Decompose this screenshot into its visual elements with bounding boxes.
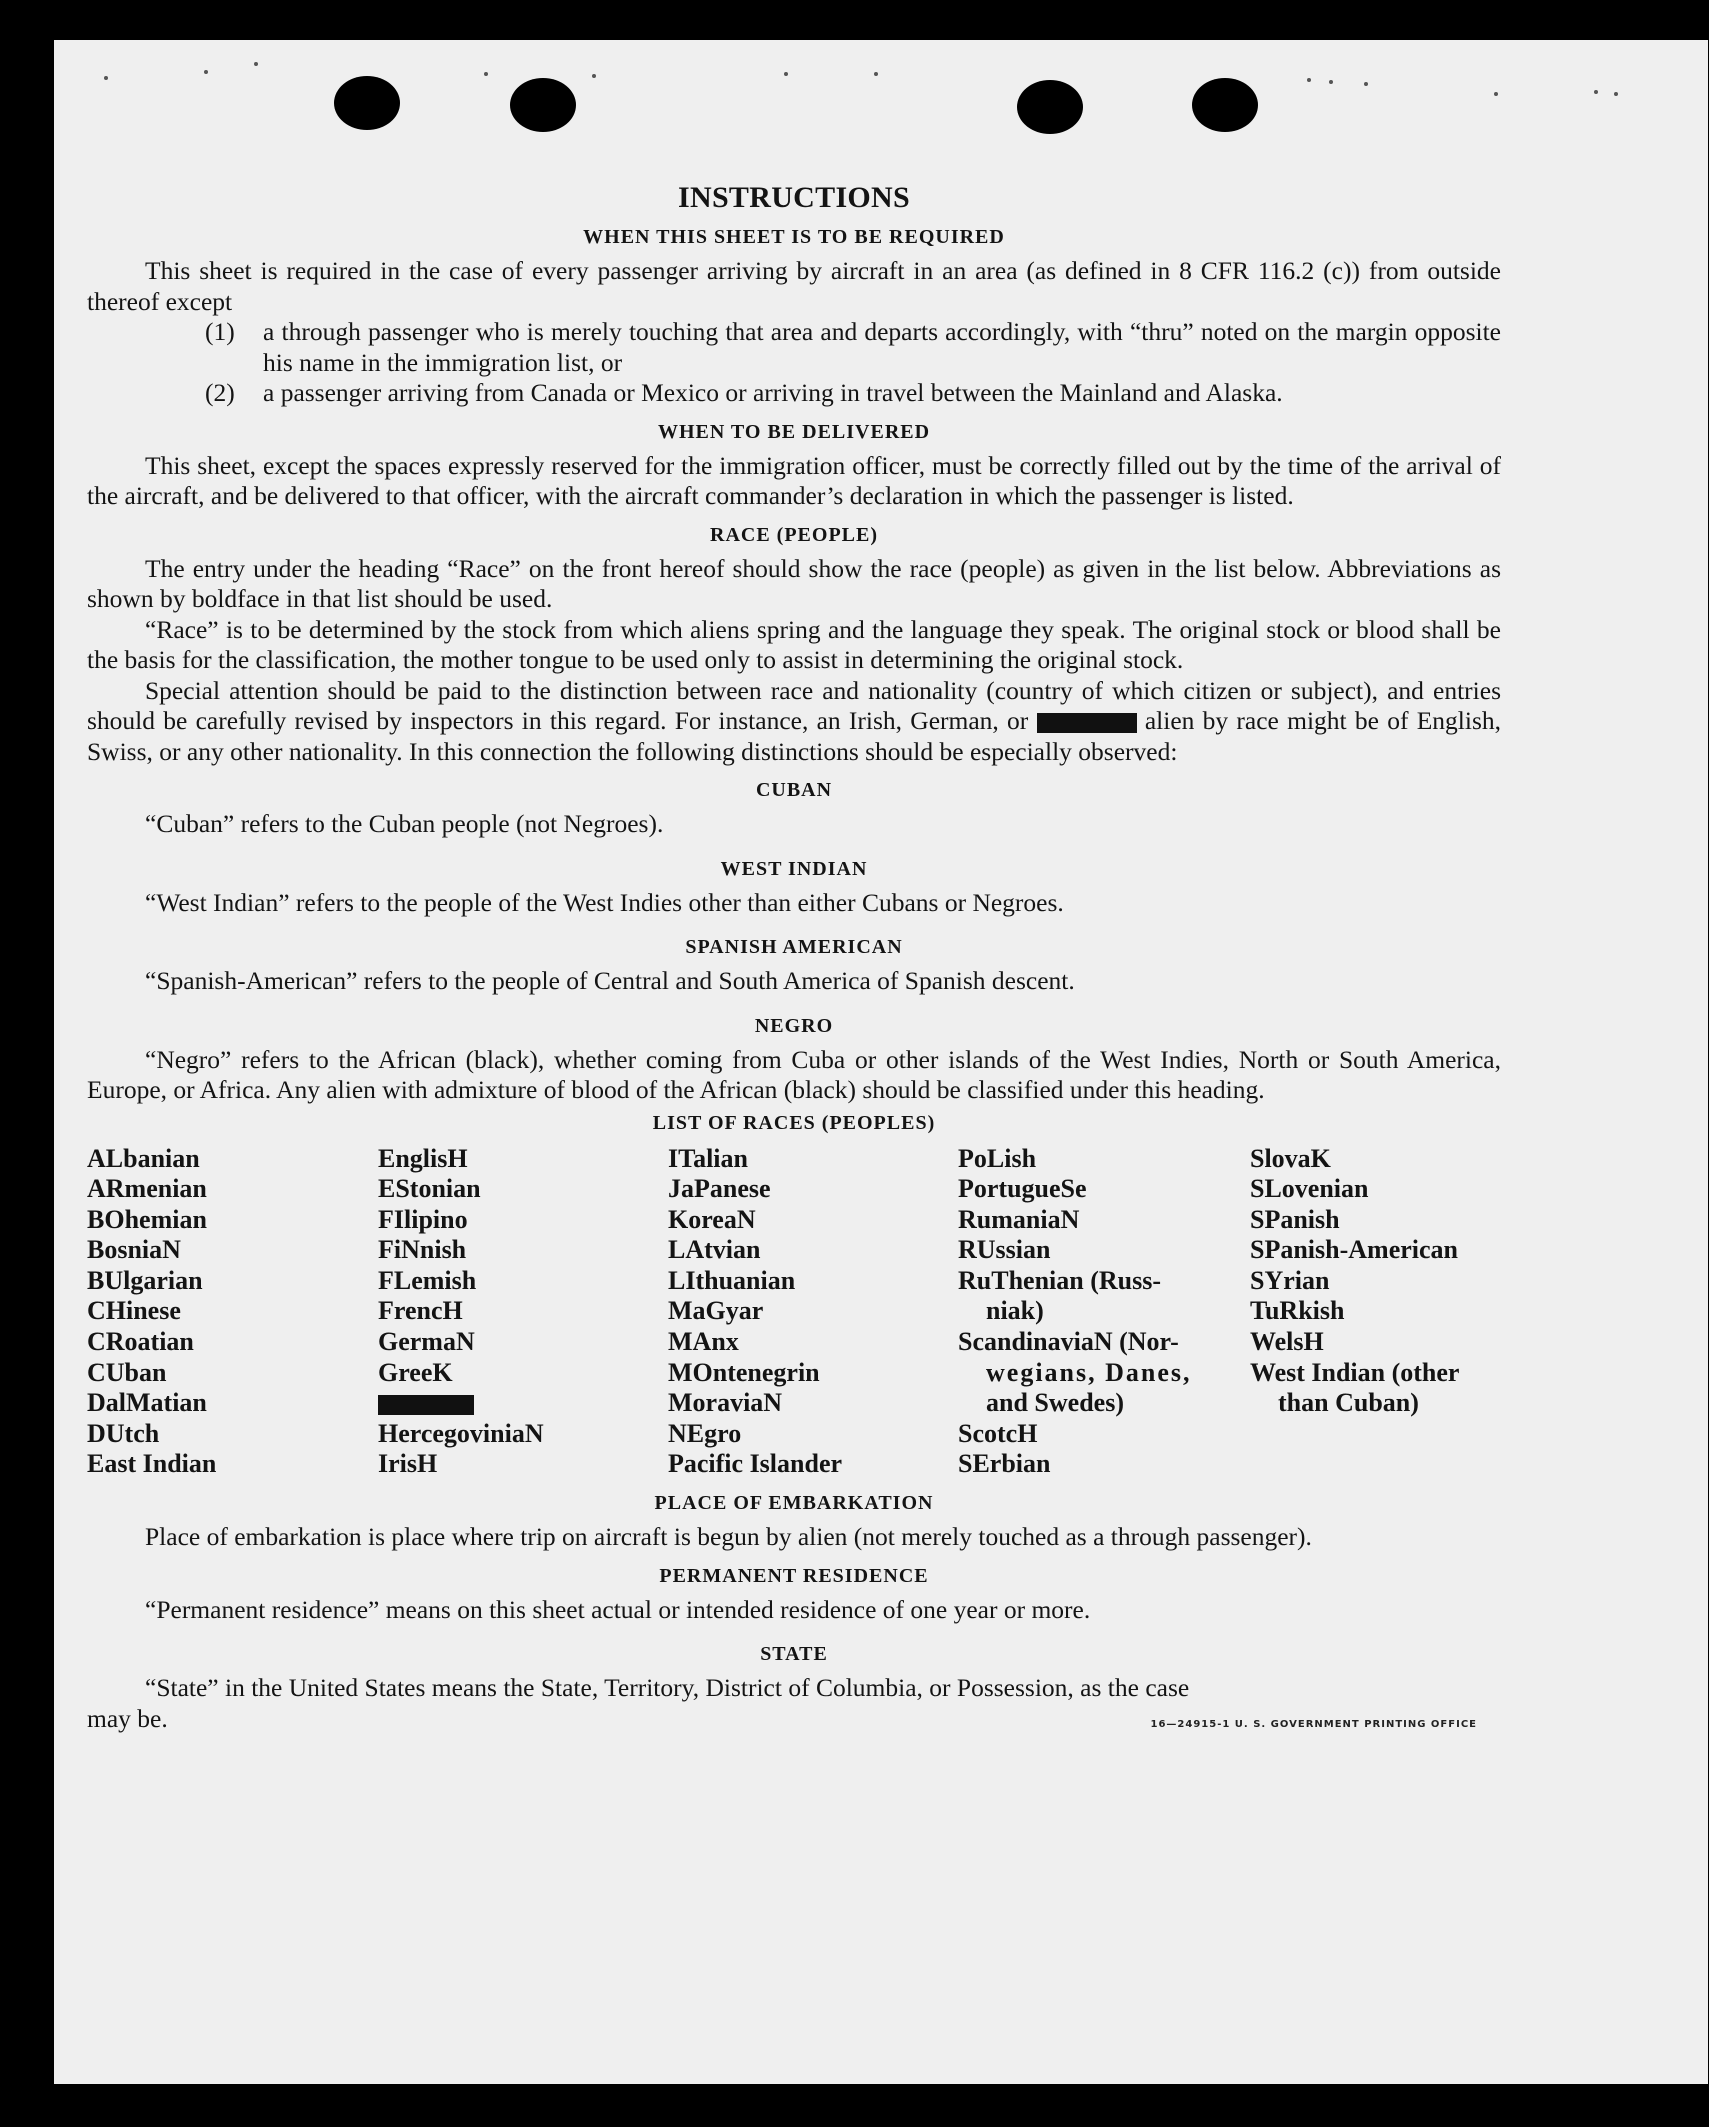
race-entry: PortugueSe	[958, 1174, 1087, 1204]
race-entry: KoreaN	[668, 1204, 756, 1234]
race-entry: LIthuanian	[668, 1265, 796, 1295]
race-entry: HercegoviniaN	[378, 1418, 544, 1448]
race-entry: RumaniaN	[958, 1204, 1080, 1234]
speck	[104, 76, 108, 80]
speck	[204, 70, 208, 74]
punch-hole	[510, 78, 576, 132]
heading-spanish-american: SPANISH AMERICAN	[685, 936, 903, 958]
exception-number: (2)	[205, 378, 235, 407]
races-column-4	[958, 1144, 1250, 1481]
speck	[592, 74, 596, 78]
embarkation-text: Place of embarkation is place where trip on aircraft is begun by alien (not merely touched as a through passenger).	[145, 1522, 1312, 1552]
races-column-5	[1250, 1144, 1501, 1481]
race-entry: GermaN	[378, 1327, 475, 1357]
exception-item-1	[205, 317, 1501, 378]
speck	[254, 62, 258, 66]
race-entry: BOhemian	[87, 1204, 207, 1234]
speck	[1307, 78, 1311, 82]
race-entry: ALbanian	[87, 1143, 200, 1173]
punch-hole	[334, 76, 400, 130]
page-title: INSTRUCTIONS	[678, 181, 910, 214]
race-entry: JaPanese	[668, 1174, 771, 1204]
race-entry: BUlgarian	[87, 1265, 203, 1295]
race-entry: TuRkish	[1250, 1296, 1345, 1326]
heading-when-delivered: WHEN TO BE DELIVERED	[657, 420, 931, 443]
race-paragraph-3	[87, 676, 1501, 768]
race-entry: SLovenian	[1250, 1174, 1369, 1204]
speck	[874, 72, 878, 76]
race-entry: LAtvian	[668, 1235, 761, 1265]
races-column-2	[378, 1144, 668, 1481]
negro-text: “Negro” refers to the African (black), whether coming from Cuba or other islands of the West Indies, North or South America, Europe, or Africa. Any alien with admixture of blood of the African (black) should be classified under this heading.	[87, 1044, 1501, 1104]
state-text-end: may be.	[87, 1703, 168, 1733]
race-entry: FrencH	[378, 1296, 463, 1326]
races-column-1	[87, 1144, 378, 1481]
race-entry: SErbian	[958, 1449, 1051, 1479]
redaction-mark	[1037, 713, 1137, 733]
race-entry: NEgro	[668, 1418, 742, 1448]
race-entry: RuThenian (Russ-	[958, 1265, 1162, 1295]
race-entry: WelsH	[1250, 1327, 1324, 1357]
race-paragraph-3a: Special attention should be paid to the distinction between race and nationality (country of which citizen or subject), and entries should be carefully revised by inspectors in this regard. For instance, an Irish, German, or	[87, 675, 1501, 735]
state-text: “State” in the United States means the State, Territory, District of Columbia, or Possession, as the case	[145, 1673, 1190, 1703]
cuban-text: “Cuban” refers to the Cuban people (not Negroes).	[145, 809, 664, 838]
race-entry: SPanish-American	[1250, 1235, 1458, 1265]
race-entry: MoraviaN	[668, 1388, 783, 1418]
west-indian-text: “West Indian” refers to the people of the West Indies other than either Cubans or Negroes.	[145, 887, 1064, 917]
heading-state: STATE	[760, 1643, 828, 1666]
race-entry: East Indian	[87, 1449, 217, 1479]
race-paragraph-1: The entry under the heading “Race” on the front hereof should show the race (people) as given in the list below. Abbreviations as shown by boldface in that list should be used.	[87, 553, 1501, 613]
speck	[484, 72, 488, 76]
race-entry-continuation: than Cuban)	[1278, 1388, 1419, 1418]
race-entry: MAnx	[668, 1327, 739, 1357]
residence-text: “Permanent residence” means on this sheet actual or intended residence of one year or more.	[145, 1594, 1091, 1624]
race-entry: ITalian	[668, 1143, 748, 1173]
exception-text: a through passenger who is merely touching that area and departs accordingly, with “thru” noted on the margin opposite his name in the immigration list, or	[263, 317, 1501, 377]
heading-negro: NEGRO	[754, 1014, 834, 1037]
races-table	[87, 1144, 1501, 1481]
speck	[1594, 90, 1598, 94]
races-column-3	[668, 1144, 958, 1481]
race-entry: FiNnish	[378, 1235, 467, 1265]
race-entry: Pacific Islander	[668, 1449, 843, 1479]
race-entry: DUtch	[87, 1418, 160, 1448]
exception-text: a passenger arriving from Canada or Mexico or arriving in travel between the Mainland and Alaska.	[263, 378, 1283, 407]
redacted-race-entry	[378, 1388, 668, 1419]
race-entry-continuation: niak)	[986, 1296, 1044, 1326]
heading-west-indian: WEST INDIAN	[720, 857, 868, 880]
speck	[1329, 80, 1333, 84]
race-entry: EnglisH	[378, 1143, 468, 1173]
race-paragraph-3b: alien by race might be of English, Swiss, or any other nationality. In this connection the following distinctions should be especially observed:	[87, 706, 1501, 766]
heading-permanent-residence: PERMANENT RESIDENCE	[659, 1564, 929, 1587]
race-entry: SYrian	[1250, 1265, 1330, 1295]
race-entry-continuation: and Swedes)	[986, 1388, 1124, 1418]
race-entry: BosniaN	[87, 1235, 181, 1265]
race-entry: ARmenian	[87, 1174, 207, 1204]
exception-number: (1)	[205, 317, 235, 346]
race-paragraph-2: “Race” is to be determined by the stock from which aliens spring and the language they speak. The original stock or blood shall be the basis for the classification, the mother tongue to be used only to assist in determining the original stock.	[87, 614, 1501, 674]
when-required-intro: This sheet is required in the case of every passenger arriving by aircraft in an area (as defined in 8 CFR 116.2 (c)) from outside thereof except	[87, 256, 1501, 316]
when-delivered-text: This sheet, except the spaces expressly reserved for the immigration officer, must be correctly filled out by the time of the arrival of the aircraft, and be delivered to that officer, with the aircraft commander’s declaration in which the passenger is listed.	[87, 450, 1501, 510]
instructions-content	[87, 176, 1501, 1740]
punch-hole	[1192, 78, 1258, 132]
exception-item-2	[205, 378, 1501, 409]
race-entry: SlovaK	[1250, 1143, 1331, 1173]
race-entry: West Indian (other	[1250, 1357, 1460, 1387]
race-entry: IrisH	[378, 1449, 438, 1479]
race-entry: FIlipino	[378, 1204, 468, 1234]
race-entry: MaGyar	[668, 1296, 764, 1326]
race-entry: ScandinaviaN (Nor-	[958, 1327, 1179, 1357]
speck	[1614, 92, 1618, 96]
spanish-american-text: “Spanish-American” refers to the people of Central and South America of Spanish descent.	[145, 966, 1075, 995]
print-code: 16—24915-1 U. S. GOVERNMENT PRINTING OFFICE	[1150, 1718, 1477, 1730]
heading-cuban: CUBAN	[755, 779, 833, 801]
race-entry: GreeK	[378, 1357, 453, 1387]
race-entry: ScotcH	[958, 1418, 1038, 1448]
speck	[1364, 82, 1368, 86]
race-entry: CUban	[87, 1357, 167, 1387]
heading-embarkation: PLACE OF EMBARKATION	[654, 1492, 934, 1515]
race-entry: PoLish	[958, 1143, 1037, 1173]
heading-race: RACE (PEOPLE)	[710, 523, 878, 546]
punch-hole	[1017, 80, 1083, 134]
race-entry: CHinese	[87, 1296, 181, 1326]
race-entry: MOntenegrin	[668, 1357, 820, 1387]
race-entry: DalMatian	[87, 1388, 207, 1418]
speck	[1494, 92, 1498, 96]
heading-when-required: WHEN THIS SHEET IS TO BE REQUIRED	[583, 226, 1005, 248]
heading-list-of-races: LIST OF RACES (PEOPLES)	[652, 1111, 936, 1134]
race-entry: FLemish	[378, 1265, 477, 1295]
race-entry-continuation: wegians, Danes,	[986, 1357, 1192, 1387]
footer-line	[87, 1704, 1501, 1741]
redaction-mark	[378, 1395, 474, 1415]
race-entry: RUssian	[958, 1235, 1051, 1265]
race-entry: CRoatian	[87, 1327, 194, 1357]
race-entry: SPanish	[1250, 1204, 1340, 1234]
race-entry: EStonian	[378, 1174, 481, 1204]
speck	[784, 72, 788, 76]
